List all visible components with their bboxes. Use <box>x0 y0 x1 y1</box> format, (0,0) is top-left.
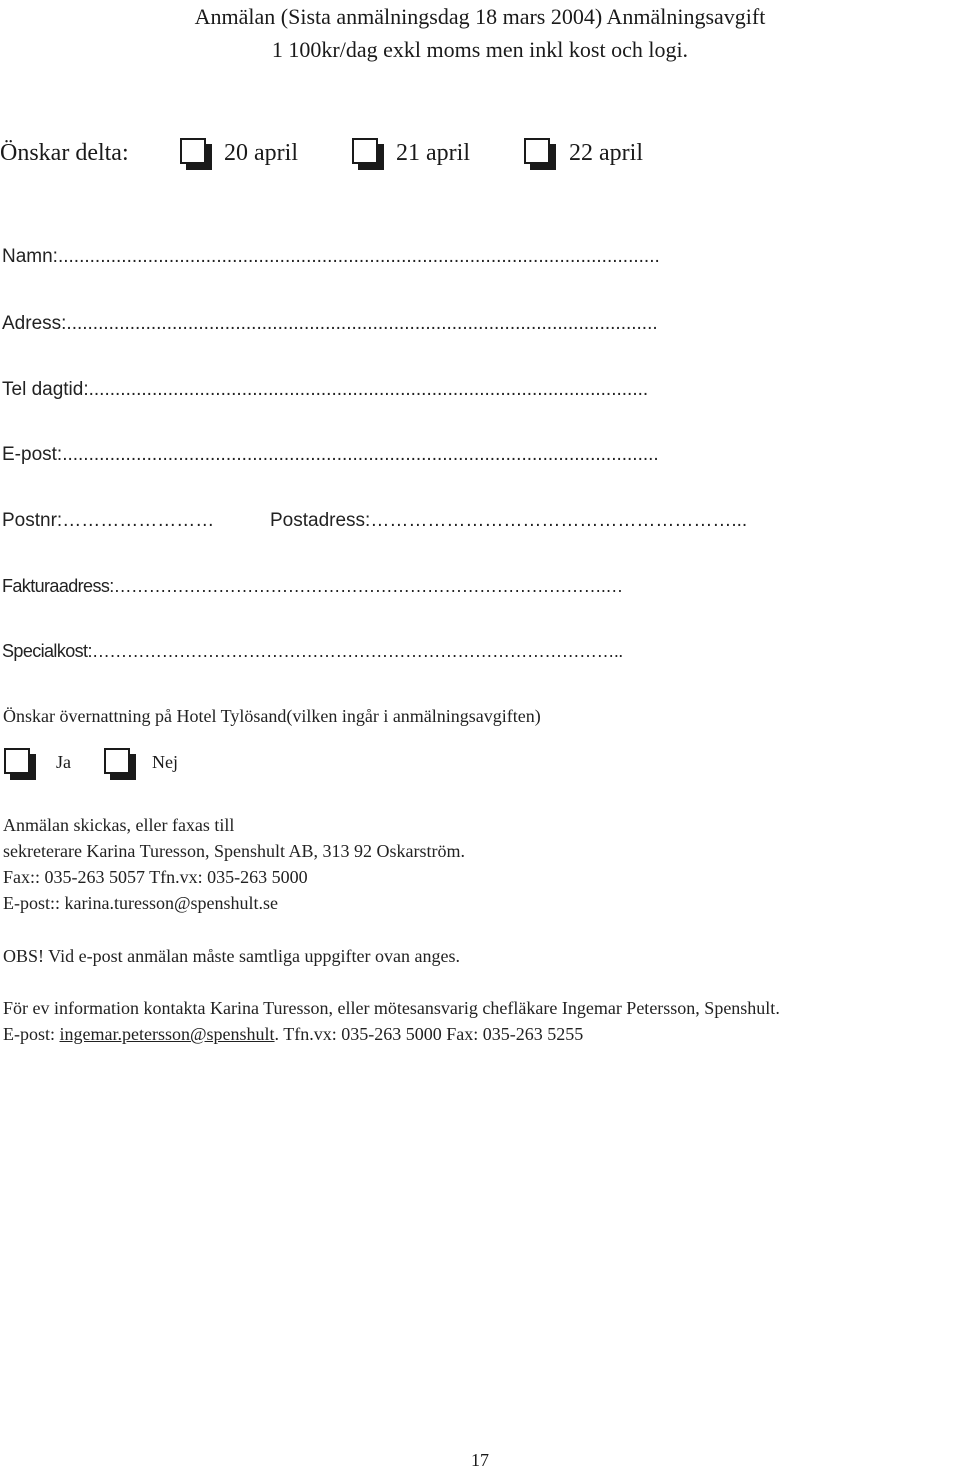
option-20-april: 20 april <box>224 140 298 166</box>
hotel-no-label: Nej <box>152 752 178 772</box>
contact-line-1: Anmälan skickas, eller faxas till <box>3 815 235 835</box>
field-postnr[interactable]: Postnr:…………………… <box>2 510 215 531</box>
field-namn[interactable]: Namn:.................................................................................................................. <box>2 246 660 267</box>
info-email-prefix: E-post: <box>3 1024 60 1044</box>
field-adress[interactable]: Adress:................................................................................................................ <box>2 313 658 334</box>
contact-line-2: sekreterare Karina Turesson, Spenshult AB, 313 92 Oskarström. <box>3 841 465 861</box>
page-number: 17 <box>471 1450 489 1470</box>
info-line-1: För ev information kontakta Karina Turesson, eller mötesansvarig chefläkare Ingemar Petersson, Spenshult. <box>3 998 780 1018</box>
field-epost[interactable]: E-post:................................................................................................................. <box>2 444 659 465</box>
info-line-2 <box>3 1024 583 1045</box>
info-email-suffix: . Tfn.vx: 035-263 5000 Fax: 035-263 5255 <box>274 1024 584 1044</box>
header-line-2: 1 100kr/dag exkl moms men inkl kost och logi. <box>271 37 689 62</box>
obs-note: OBS! Vid e-post anmälan måste samtliga uppgifter ovan anges. <box>3 946 460 966</box>
field-fakturaadress[interactable]: Fakturaadress:………………………………………………………………………….… <box>2 576 623 596</box>
field-postadress[interactable]: Postadress:…………………………………………………... <box>270 510 748 531</box>
hotel-yes-label: Ja <box>56 752 71 772</box>
option-22-april: 22 april <box>569 140 643 166</box>
header-line-1: Anmälan (Sista anmälningsdag 18 mars 2004) Anmälningsavgift <box>194 4 766 29</box>
field-specialkost[interactable]: Specialkost:……………………………………………………………………………….. <box>2 641 623 661</box>
field-tel-dagtid[interactable]: Tel dagtid:.......................................................................................................... <box>2 379 649 400</box>
hotel-question: Önskar övernattning på Hotel Tylösand(vilken ingår i anmälningsavgiften) <box>3 706 541 726</box>
contact-line-4: E-post:: karina.turesson@spenshult.se <box>3 893 279 913</box>
form-header <box>0 0 960 66</box>
info-email-link[interactable]: ingemar.petersson@spenshult <box>59 1024 275 1044</box>
days-label: Önskar delta: <box>0 140 129 166</box>
contact-line-3: Fax:: 035-263 5057 Tfn.vx: 035-263 5000 <box>3 867 308 887</box>
option-21-april: 21 april <box>396 140 470 166</box>
